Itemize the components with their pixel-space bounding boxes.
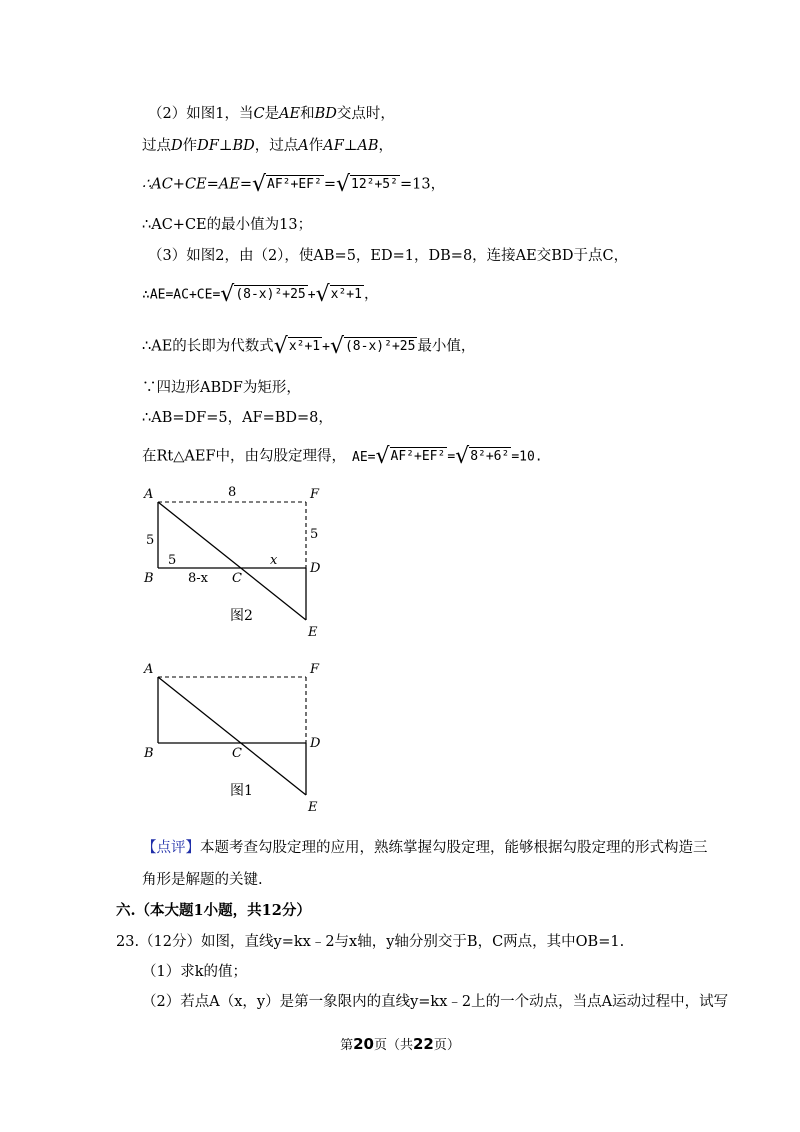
radical-8-6: √8²+6² [455,444,510,469]
fig2-caption: 图2 [230,608,253,624]
fig2-len-x: x [270,553,278,568]
fig2-len-inner: 5 [168,553,177,568]
fig1-label-d: D [310,736,321,751]
fig2-label-b: B [144,571,154,586]
fig1-ae [158,677,306,795]
line-part2-intro: （2）如图1，当C是AE和BD交点时， [148,106,395,122]
fig2-len-left: 5 [146,533,155,548]
fig2-label-e: E [308,625,318,640]
fig1-label-a: A [144,662,154,677]
fig1-label-e: E [308,800,318,815]
line-ae-expression: ∴AE=AC+CE=√(8-x)²+25 +√x²+1 ， [142,282,379,307]
line-part3-intro: （3）如图2，由（2），使AB=5，ED=1，DB=8，连接AE交BD于点C， [148,248,629,264]
figure-1 [130,655,350,825]
fig2-label-a: A [144,487,154,502]
question-23-part2: （2）若点A（x，y）是第一象限内的直线y=kx﹣2上的一个动点，当点A运动过程中，试写 [142,994,729,1010]
fig2-len-right: 5 [310,527,319,542]
figure-2 [130,480,350,650]
radical-af-ef: √AF²+EF² [251,172,322,197]
radical-x2-1-b: √x²+1 [273,334,321,359]
comment-line-2: 角形是解题的关键. [142,872,263,888]
line-rt-aef: 在Rt△AEF中，由勾股定理得， AE=√AF²+EF² =√8²+6² =10. [142,444,543,469]
fig2-label-d: D [310,561,321,576]
line-perpendiculars: 过点D作DF⊥BD，过点A作AF⊥AB， [142,138,394,154]
comment-line-1: 【点评】本题考查勾股定理的应用，熟练掌握勾股定理，能够根据勾股定理的形式构造三 [142,840,708,856]
page-footer: 第20页（共22页） [340,1035,460,1053]
fig1-label-c: C [232,746,242,761]
fig2-len-bottom: 8-x [188,571,208,586]
fig2-len-top: 8 [228,485,237,500]
section-heading: 六.（本大题1小题，共12分） [116,902,311,919]
page-total: 22 [413,1035,434,1053]
page-number: 20 [353,1035,374,1053]
question-23-part1: （1）求k的值； [142,964,248,980]
line-ac-ce-equation: ∴AC+CE=AE=√AF²+EF² =√12²+5² =13， [142,172,446,197]
line-sides-equal: ∴AB=DF=5，AF=BD=8， [142,410,333,426]
comment-tag: 【点评】 [142,840,200,856]
fig1-label-b: B [144,746,154,761]
radical-8-x-b: √(8-x)²+25 [329,334,416,359]
radical-8-x: √(8-x)²+25 [220,282,306,307]
fig1-label-f: F [310,662,320,677]
line-min-13: ∴AC+CE的最小值为13； [142,217,313,233]
radical-12-5: √12²+5² [335,172,398,197]
radical-x2-1: √x²+1 [315,282,362,307]
question-23: 23.（12分）如图，直线y=kx﹣2与x轴，y轴分别交于B，C两点，其中OB=1. [116,934,625,950]
line-rectangle: ∵四边形ABDF为矩形， [142,380,301,396]
fig1-caption: 图1 [230,783,253,799]
radical-af-ef-b: √AF²+EF² [375,444,446,469]
fig2-label-c: C [232,571,242,586]
fig2-label-f: F [310,487,320,502]
fig2-ae [158,502,306,620]
line-ae-min-value: ∴AE的长即为代数式√x²+1 +√(8-x)²+25 最小值， [142,334,476,359]
